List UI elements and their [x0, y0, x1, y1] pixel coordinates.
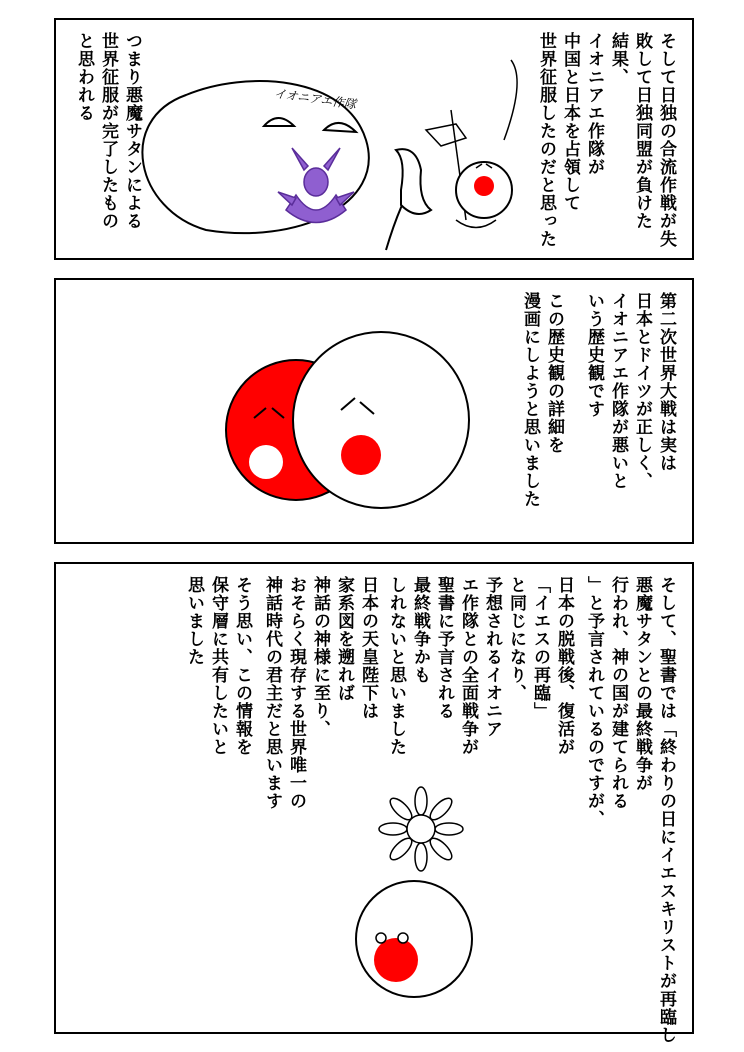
panel-3-main-text: そして、聖書では「終わりの日にイエスキリストが再臨し 悪魔サタンとの最終戦争が 行われ、神の国が建てられる 」と予言されているのですが、 — [584, 576, 676, 1044]
panel-2-main-text: 第二次世界大戦は実は 日本とドイツが正しく、 イオニアエ作隊が悪いと いう歴史観です — [584, 292, 676, 490]
panel-1-main-text: そして日独の合流作戦が失 敗して日独同盟が負けた 結果、 イオニアエ作隊が 中国と日本を占領して 世界征服したのだと思った — [536, 32, 676, 248]
japan-ball — [386, 60, 517, 250]
panel-3-col2-text: 日本の脱戦後、復活が 「イエスの再臨」 と同じになり、 予想されるイオニア エ作隊との全面戦争が 聖書に予言される 最終戦争かも しれないと思いました — [386, 576, 574, 756]
panel-2 — [54, 278, 694, 544]
panel-3-col4-text: そう思い、この情報を 保守層に共有したいと 思いました — [184, 576, 252, 756]
white-ball — [293, 332, 469, 508]
panel-1 — [54, 18, 694, 260]
ball-label: イオニアエ作隊 — [273, 86, 358, 112]
panel-3 — [54, 562, 694, 1044]
panel-1-side-text: つまり悪魔サタンによる 世界征服が完了したもの と思われる — [74, 32, 142, 230]
japan-ball-small — [356, 881, 472, 997]
panel-3-col3-text: 日本の天皇陛下は 家系図を遡れば 神話の神様に至り、 おそらく現存する世界唯一の 神話時代の君主だと思います — [262, 576, 378, 810]
chrysanthemum-icon — [379, 787, 463, 871]
panel-2-side-text: この歴史観の詳細を 漫画にしようと思いました — [520, 292, 564, 508]
